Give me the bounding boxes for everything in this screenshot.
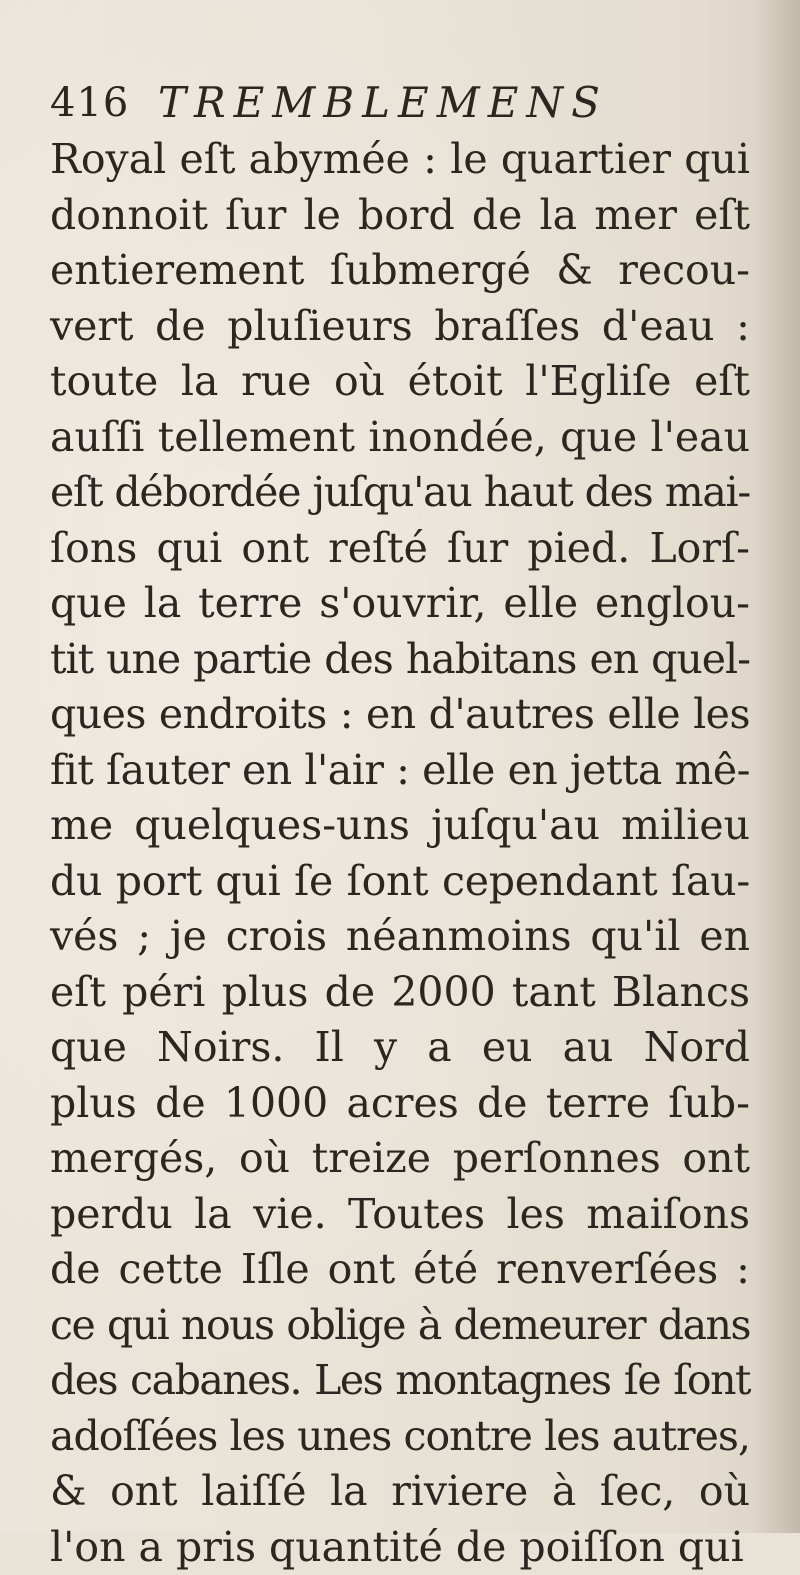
text-line: entierement ſubmergé & recou-	[50, 243, 750, 299]
text-line: fit ſauter en l'air : elle en jetta mê-	[50, 743, 750, 799]
text-line: vés ; je crois néanmoins qu'il en	[50, 909, 750, 965]
text-line: plus de 1000 acres de terre ſub-	[50, 1076, 750, 1132]
text-line: vert de pluſieurs braſſes d'eau :	[50, 299, 750, 355]
text-line: mergés, où treize perſonnes ont	[50, 1131, 750, 1187]
text-line: que la terre s'ouvrir, elle englou-	[50, 576, 750, 632]
page-edge-shadow	[754, 0, 800, 1533]
text-line: me quelques-uns juſqu'au milieu	[50, 798, 750, 854]
text-line: de cette Iſle ont été renverſées :	[50, 1242, 750, 1298]
text-line: eſt débordée juſqu'au haut des mai-	[50, 465, 750, 521]
running-title: TREMBLEMENS	[158, 78, 608, 127]
text-line: & ont laiſſé la riviere à ſec, où	[50, 1464, 750, 1520]
body-text	[50, 132, 750, 1575]
text-line: adoſſées les unes contre les autres,	[50, 1409, 750, 1465]
text-line: ce qui nous oblige à demeurer dans	[50, 1298, 750, 1354]
text-line: ſons qui ont reſté ſur pied. Lorſ-	[50, 521, 750, 577]
text-line: ques endroits : en d'autres elle les	[50, 687, 750, 743]
text-line: Royal eſt abymée : le quartier qui	[50, 132, 750, 188]
text-line: perdu la vie. Toutes les maiſons	[50, 1187, 750, 1243]
running-head	[50, 74, 740, 134]
text-line: que Noirs. Il y a eu au Nord	[50, 1020, 750, 1076]
text-line: l'on a pris quantité de poiſſon qui	[50, 1520, 750, 1575]
text-line: toute la rue où étoit l'Egliſe eſt	[50, 354, 750, 410]
text-line: donnoit ſur le bord de la mer eſt	[50, 188, 750, 244]
text-line: des cabanes. Les montagnes ſe ſont	[50, 1353, 750, 1409]
text-line: du port qui ſe ſont cependant ſau-	[50, 854, 750, 910]
text-line: tit une partie des habitans en quel-	[50, 632, 750, 688]
text-line: eſt péri plus de 2000 tant Blancs	[50, 965, 750, 1021]
page-number: 416	[50, 80, 129, 126]
text-line: auſſi tellement inondée, que l'eau	[50, 410, 750, 466]
